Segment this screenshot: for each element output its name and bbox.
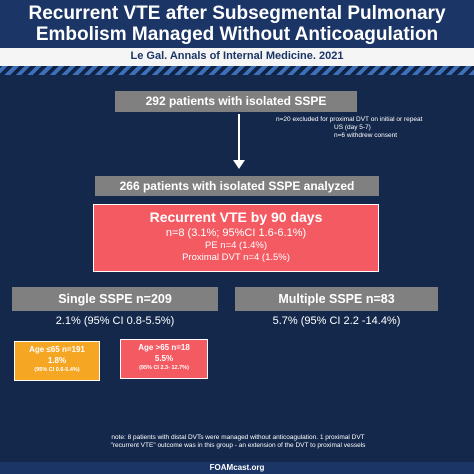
title-line-1: Recurrent VTE after Subsegmental Pulmonary <box>28 3 446 24</box>
analyzed-cohort-box: 266 patients with isolated SSPE analyzed <box>95 176 379 196</box>
recurrent-vte-rate: n=8 (3.1%; 95%CI 1.6-6.1%) <box>165 227 307 239</box>
recurrent-pe-count: PE n=4 (1.4%) <box>204 240 268 251</box>
age-le65-label: Age ≤65 n=191 <box>29 345 85 354</box>
multiple-sspe-rate: 5.7% (95% CI 2.2 -14.4%) <box>272 315 401 327</box>
single-sspe-title: Single SSPE n=209 <box>12 287 218 311</box>
title-line-2: Embolism Managed Without Anticoagulation <box>35 24 439 45</box>
age-gt65-rate: 5.5% <box>154 354 174 363</box>
age-gt65-label: Age >65 n=18 <box>138 343 190 352</box>
age-le65-box <box>14 341 100 381</box>
exclusion-line-1: n=20 excluded for proximal DVT on initial or repeat <box>276 116 423 123</box>
footnote-line-2: "recurrent VTE" outcome was in this group - an extension of the DVT to proximal vessels <box>110 442 366 449</box>
recurrent-vte-title: Recurrent VTE by 90 days <box>149 209 323 225</box>
exclusion-note <box>276 116 472 140</box>
exclusion-line-2: US (day 5-7) <box>334 124 371 131</box>
flow-arrow-head <box>233 160 245 169</box>
proximal-dvt-count: Proximal DVT n=4 (1.5%) <box>182 252 290 263</box>
multiple-sspe-title: Multiple SSPE n=83 <box>235 287 438 311</box>
exclusion-line-3: n=6 withdrew consent <box>334 132 398 139</box>
single-sspe-group <box>12 287 218 329</box>
decorative-stripe <box>0 66 474 75</box>
age-le65-ci: (95% CI 0.6-5.4%) <box>34 367 80 373</box>
footer-credit: FOAMcast.org <box>209 463 265 472</box>
header <box>0 0 474 66</box>
citation-subtitle: Le Gal. Annals of Internal Medicine. 2021 <box>130 50 344 62</box>
footnote <box>14 434 462 450</box>
age-gt65-ci: (95% CI 2.3- 12.7%) <box>139 365 189 371</box>
age-gt65-box <box>120 339 208 379</box>
footnote-line-1: note: 8 patients with distal DVTs were managed without anticoagulation. 1 proximal DVT <box>111 434 365 441</box>
recurrent-vte-box <box>93 204 379 272</box>
initial-cohort-box: 292 patients with isolated SSPE <box>115 91 357 112</box>
age-le65-rate: 1.8% <box>47 356 67 365</box>
flow-arrow-shaft <box>238 114 240 162</box>
single-sspe-rate: 2.1% (95% CI 0.8-5.5%) <box>55 315 175 327</box>
multiple-sspe-group <box>235 287 438 329</box>
